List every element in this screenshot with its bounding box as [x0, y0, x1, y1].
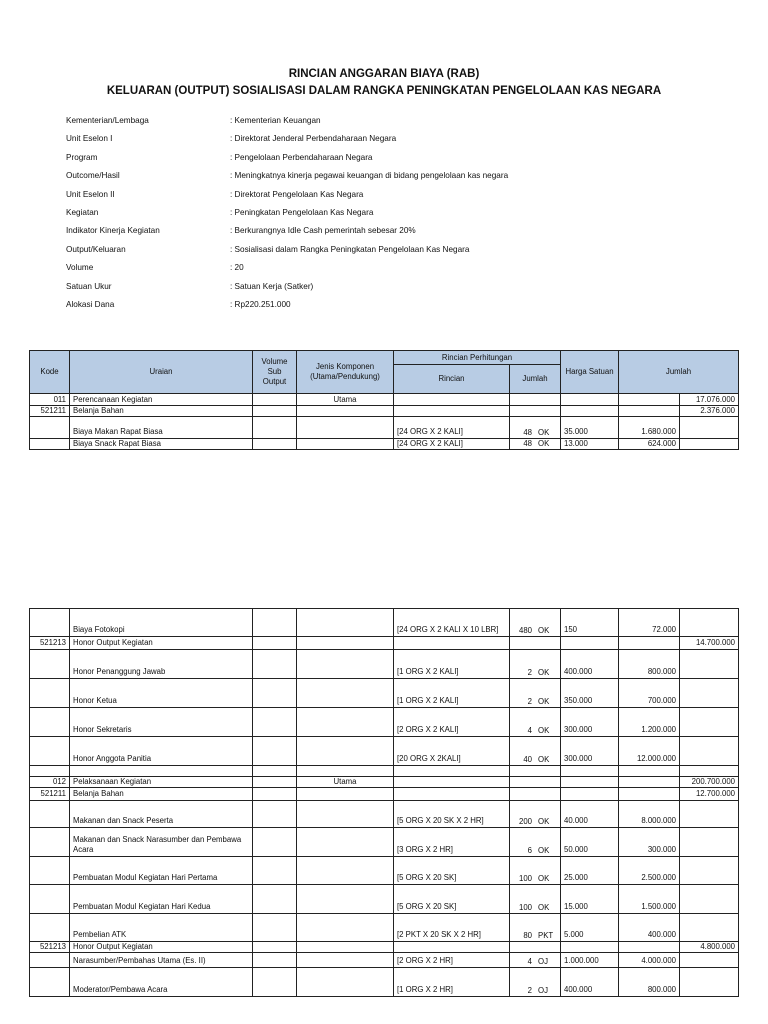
volume-cell	[253, 766, 297, 777]
unit-value: OJ	[538, 957, 548, 966]
unit-value: OK	[538, 726, 550, 735]
total-cell	[680, 650, 739, 679]
volume-cell	[253, 885, 297, 914]
jumlah-cell	[510, 788, 561, 801]
meta-label: Indikator Kinerja Kegiatan	[66, 226, 160, 236]
jumlah-cell	[510, 679, 561, 708]
harga-cell	[561, 766, 619, 777]
total-cell	[680, 766, 739, 777]
jenis-cell	[297, 737, 394, 766]
uraian-cell: Biaya Fotokopi	[70, 609, 253, 637]
meta-label: Output/Keluaran	[66, 244, 126, 254]
harga-cell: 5.000	[561, 914, 619, 942]
unit-value: OK	[538, 874, 550, 883]
rincian-cell	[394, 637, 510, 650]
kode-cell: 521211	[30, 788, 70, 801]
subtotal-cell: 700.000	[619, 679, 680, 708]
meta-label: Kementerian/Lembaga	[66, 116, 149, 125]
jumlah-cell	[510, 968, 561, 997]
quantity-value: 48	[523, 428, 532, 437]
total-cell: 12.700.000	[680, 788, 739, 801]
kode-cell: 521213	[30, 942, 70, 953]
harga-cell: 15.000	[561, 885, 619, 914]
subtotal-cell: 1.200.000	[619, 708, 680, 737]
meta-value: : Meningkatnya kinerja pegawai keuangan di bidang pengelolaan kas negara	[230, 171, 509, 181]
total-cell	[680, 801, 739, 828]
subtotal-cell: 2.500.000	[619, 857, 680, 885]
rincian-cell: [5 ORG X 20 SK]	[394, 857, 510, 885]
rincian-cell: [24 ORG X 2 KALI X 10 LBR]	[394, 609, 510, 637]
meta-value: : Sosialisasi dalam Rangka Peningkatan Pengelolaan Kas Negara	[230, 244, 470, 254]
volume-cell	[253, 857, 297, 885]
kode-cell	[30, 914, 70, 942]
volume-cell	[253, 777, 297, 788]
harga-cell: 300.000	[561, 737, 619, 766]
kode-cell	[30, 766, 70, 777]
jumlah-cell	[510, 828, 561, 857]
meta-label: Kegiatan	[66, 207, 99, 217]
header-uraian: Uraian	[70, 351, 253, 394]
volume-cell	[253, 914, 297, 942]
unit-value: OK	[538, 626, 550, 635]
volume-cell	[253, 708, 297, 737]
harga-cell	[561, 788, 619, 801]
harga-cell: 1.000.000	[561, 953, 619, 968]
jumlah-cell	[510, 857, 561, 885]
jumlah-cell	[510, 417, 561, 439]
harga-cell: 40.000	[561, 801, 619, 828]
rincian-cell	[394, 788, 510, 801]
table-row	[30, 679, 739, 708]
uraian-cell: Makanan dan Snack Narasumber dan Pembawa Acara	[70, 828, 253, 857]
unit-value: OK	[538, 817, 550, 826]
total-cell	[680, 953, 739, 968]
quantity-value: 4	[527, 957, 532, 966]
jenis-cell: Utama	[297, 394, 394, 406]
meta-label: Unit Eselon I	[66, 134, 113, 144]
meta-value: : Direktorat Pengelolaan Kas Negara	[230, 189, 364, 199]
kode-cell	[30, 801, 70, 828]
rincian-cell	[394, 777, 510, 788]
jenis-cell	[297, 885, 394, 914]
jumlah-cell	[510, 766, 561, 777]
unit-value: OK	[538, 903, 550, 912]
jumlah-cell	[510, 439, 561, 450]
jenis-cell	[297, 942, 394, 953]
jumlah-cell	[510, 609, 561, 637]
volume-cell	[253, 637, 297, 650]
table-row	[30, 801, 739, 828]
unit-value: OJ	[538, 986, 548, 995]
rincian-cell: [5 ORG X 20 SK X 2 HR]	[394, 801, 510, 828]
document-subtitle: KELUARAN (OUTPUT) SOSIALISASI DALAM RANGKA PENINGKATAN PENGELOLAAN KAS NEGARA	[106, 85, 662, 97]
jenis-cell	[297, 914, 394, 942]
table-row	[30, 788, 739, 801]
kode-cell	[30, 968, 70, 997]
subtotal-cell: 400.000	[619, 914, 680, 942]
kode-cell	[30, 439, 70, 450]
table-row	[30, 439, 739, 450]
harga-cell	[561, 777, 619, 788]
rincian-cell: [24 ORG X 2 KALI]	[394, 417, 510, 439]
subtotal-cell	[619, 766, 680, 777]
uraian-cell: Pembelian ATK	[70, 914, 253, 942]
jenis-cell	[297, 766, 394, 777]
quantity-value: 6	[527, 846, 532, 855]
subtotal-cell	[619, 788, 680, 801]
rincian-cell: [1 ORG X 2 HR]	[394, 968, 510, 997]
total-cell	[680, 417, 739, 439]
meta-label: Alokasi Dana	[66, 299, 115, 309]
jenis-cell	[297, 406, 394, 417]
uraian-cell: Honor Output Kegiatan	[70, 942, 253, 953]
quantity-value: 4	[527, 726, 532, 735]
jenis-cell	[297, 650, 394, 679]
subtotal-cell: 624.000	[619, 439, 680, 450]
volume-cell	[253, 968, 297, 997]
subtotal-cell	[619, 942, 680, 953]
kode-cell: 011	[30, 394, 70, 406]
harga-cell	[561, 406, 619, 417]
quantity-value: 2	[527, 697, 532, 706]
volume-cell	[253, 406, 297, 417]
table-row	[30, 394, 739, 406]
quantity-value: 2	[527, 986, 532, 995]
uraian-cell: Honor Penanggung Jawab	[70, 650, 253, 679]
jumlah-cell	[510, 885, 561, 914]
header-jumlah: Jumlah	[619, 351, 739, 394]
table-row	[30, 637, 739, 650]
quantity-value: 200	[518, 817, 532, 826]
jenis-cell	[297, 857, 394, 885]
header-harga-satuan: Harga Satuan	[561, 351, 619, 394]
quantity-value: 2	[527, 668, 532, 677]
table-row	[30, 942, 739, 953]
total-cell	[680, 885, 739, 914]
jenis-cell	[297, 679, 394, 708]
quantity-value: 48	[523, 439, 532, 448]
quantity-value: 40	[523, 755, 532, 764]
header-rincian-perhitungan: Rincian Perhitungan	[394, 351, 561, 365]
meta-value: : Rp220.251.000	[230, 299, 291, 309]
table-row	[30, 857, 739, 885]
jenis-cell	[297, 968, 394, 997]
jumlah-cell	[510, 650, 561, 679]
rincian-cell: [2 ORG X 2 KALI]	[394, 708, 510, 737]
total-cell	[680, 708, 739, 737]
table-row	[30, 708, 739, 737]
rincian-cell	[394, 766, 510, 777]
total-cell: 17.076.000	[680, 394, 739, 406]
jenis-cell	[297, 801, 394, 828]
subtotal-cell: 4.000.000	[619, 953, 680, 968]
total-cell	[680, 968, 739, 997]
kode-cell	[30, 953, 70, 968]
budget-table-top	[29, 350, 739, 450]
unit-value: OK	[538, 428, 550, 437]
jumlah-cell	[510, 637, 561, 650]
uraian-cell: Pelaksanaan Kegiatan	[70, 777, 253, 788]
uraian-cell: Honor Anggota Panitia	[70, 737, 253, 766]
jenis-cell	[297, 417, 394, 439]
harga-cell	[561, 637, 619, 650]
subtotal-cell	[619, 406, 680, 417]
meta-value: : Pengelolaan Perbendaharaan Negara	[230, 152, 373, 162]
budget-table-bottom	[29, 608, 739, 997]
volume-cell	[253, 801, 297, 828]
table-row	[30, 650, 739, 679]
rincian-cell: [1 ORG X 2 KALI]	[394, 650, 510, 679]
total-cell	[680, 439, 739, 450]
subtotal-cell	[619, 637, 680, 650]
jenis-cell: Utama	[297, 777, 394, 788]
subtotal-cell	[619, 777, 680, 788]
volume-cell	[253, 439, 297, 450]
table-row	[30, 609, 739, 637]
harga-cell: 25.000	[561, 857, 619, 885]
quantity-value: 480	[518, 626, 532, 635]
unit-value: OK	[538, 668, 550, 677]
quantity-value: 100	[518, 903, 532, 912]
table-body-top	[30, 394, 739, 450]
uraian-cell: Honor Sekretaris	[70, 708, 253, 737]
total-cell	[680, 679, 739, 708]
unit-value: OK	[538, 697, 550, 706]
uraian-cell: Biaya Makan Rapat Biasa	[70, 417, 253, 439]
harga-cell: 150	[561, 609, 619, 637]
rincian-cell: [3 ORG X 2 HR]	[394, 828, 510, 857]
unit-value: OK	[538, 755, 550, 764]
subtotal-cell: 1.500.000	[619, 885, 680, 914]
jumlah-cell	[510, 942, 561, 953]
kode-cell	[30, 650, 70, 679]
uraian-cell: Perencanaan Kegiatan	[70, 394, 253, 406]
kode-cell	[30, 609, 70, 637]
table-row	[30, 406, 739, 417]
jenis-cell	[297, 708, 394, 737]
kode-cell	[30, 737, 70, 766]
jumlah-cell	[510, 914, 561, 942]
harga-cell	[561, 942, 619, 953]
volume-cell	[253, 942, 297, 953]
volume-cell	[253, 679, 297, 708]
table-row	[30, 766, 739, 777]
meta-value: : Berkurangnya Idle Cash pemerintah sebesar 20%	[230, 226, 416, 236]
total-cell: 200.700.000	[680, 777, 739, 788]
rincian-cell: [2 PKT X 20 SK X 2 HR]	[394, 914, 510, 942]
jumlah-cell	[510, 953, 561, 968]
uraian-cell: Moderator/Pembawa Acara	[70, 968, 253, 997]
total-cell	[680, 828, 739, 857]
volume-cell	[253, 394, 297, 406]
table-row	[30, 737, 739, 766]
total-cell	[680, 609, 739, 637]
jumlah-cell	[510, 777, 561, 788]
subtotal-cell: 8.000.000	[619, 801, 680, 828]
volume-cell	[253, 788, 297, 801]
rincian-cell	[394, 942, 510, 953]
subtotal-cell: 800.000	[619, 650, 680, 679]
total-cell: 2.376.000	[680, 406, 739, 417]
meta-value: : Direktorat Jenderal Perbendaharaan Negara	[230, 134, 397, 144]
meta-label: Unit Eselon II	[66, 189, 115, 199]
meta-label: Outcome/Hasil	[66, 171, 120, 181]
table-row	[30, 953, 739, 968]
harga-cell: 13.000	[561, 439, 619, 450]
volume-cell	[253, 828, 297, 857]
table-row	[30, 914, 739, 942]
table-row	[30, 968, 739, 997]
kode-cell	[30, 417, 70, 439]
total-cell	[680, 857, 739, 885]
jumlah-cell	[510, 737, 561, 766]
uraian-cell: Honor Output Kegiatan	[70, 637, 253, 650]
meta-label: Volume	[66, 263, 94, 273]
jenis-cell	[297, 439, 394, 450]
meta-value: : 20	[230, 263, 244, 273]
kode-cell	[30, 885, 70, 914]
kode-cell: 521211	[30, 406, 70, 417]
subtotal-cell	[619, 394, 680, 406]
meta-value: : Satuan Kerja (Satker)	[230, 281, 314, 291]
meta-value: : Peningkatan Pengelolaan Kas Negara	[230, 207, 374, 217]
subtotal-cell: 300.000	[619, 828, 680, 857]
rincian-cell: [1 ORG X 2 KALI]	[394, 679, 510, 708]
rincian-cell: [24 ORG X 2 KALI]	[394, 439, 510, 450]
kode-cell	[30, 857, 70, 885]
uraian-cell: Pembuatan Modul Kegiatan Hari Kedua	[70, 885, 253, 914]
harga-cell: 35.000	[561, 417, 619, 439]
subtotal-cell: 72.000	[619, 609, 680, 637]
header-kode: Kode	[30, 351, 70, 394]
jenis-cell	[297, 609, 394, 637]
volume-cell	[253, 953, 297, 968]
jenis-cell	[297, 828, 394, 857]
jenis-cell	[297, 953, 394, 968]
volume-cell	[253, 609, 297, 637]
jenis-cell	[297, 788, 394, 801]
uraian-cell: Biaya Snack Rapat Biasa	[70, 439, 253, 450]
unit-value: OK	[538, 439, 550, 448]
jumlah-cell	[510, 406, 561, 417]
unit-value: OK	[538, 846, 550, 855]
kode-cell: 012	[30, 777, 70, 788]
table-row	[30, 417, 739, 439]
subtotal-cell: 1.680.000	[619, 417, 680, 439]
header-rincian: Rincian	[394, 365, 510, 394]
rincian-cell: [5 ORG X 20 SK]	[394, 885, 510, 914]
header-jumlah-sub: Jumlah	[510, 365, 561, 394]
header-jenis-komponen: Jenis Komponen (Utama/Pendukung)	[297, 351, 394, 394]
kode-cell: 521213	[30, 637, 70, 650]
quantity-value: 80	[523, 931, 532, 940]
harga-cell: 400.000	[561, 650, 619, 679]
quantity-value: 100	[518, 874, 532, 883]
harga-cell: 350.000	[561, 679, 619, 708]
subtotal-cell: 12.000.000	[619, 737, 680, 766]
harga-cell	[561, 394, 619, 406]
kode-cell	[30, 708, 70, 737]
uraian-cell: Narasumber/Pembahas Utama (Es. II)	[70, 953, 253, 968]
volume-cell	[253, 650, 297, 679]
subtotal-cell: 800.000	[619, 968, 680, 997]
harga-cell: 300.000	[561, 708, 619, 737]
uraian-cell: Pembuatan Modul Kegiatan Hari Pertama	[70, 857, 253, 885]
jumlah-cell	[510, 801, 561, 828]
table-body-bottom	[30, 609, 739, 997]
jumlah-cell	[510, 708, 561, 737]
volume-cell	[253, 737, 297, 766]
document-title: RINCIAN ANGGARAN BIAYA (RAB)	[288, 68, 480, 80]
meta-label: Program	[66, 152, 98, 162]
volume-cell	[253, 417, 297, 439]
table-row	[30, 777, 739, 788]
kode-cell	[30, 828, 70, 857]
total-cell	[680, 914, 739, 942]
meta-label: Satuan Ukur	[66, 281, 112, 291]
total-cell: 4.800.000	[680, 942, 739, 953]
total-cell	[680, 737, 739, 766]
rincian-cell: [2 ORG X 2 HR]	[394, 953, 510, 968]
jenis-cell	[297, 637, 394, 650]
meta-value: : Kementerian Keuangan	[230, 116, 321, 125]
uraian-cell: Belanja Bahan	[70, 788, 253, 801]
uraian-cell	[70, 766, 253, 777]
uraian-cell: Makanan dan Snack Peserta	[70, 801, 253, 828]
jumlah-cell	[510, 394, 561, 406]
total-cell: 14.700.000	[680, 637, 739, 650]
kode-cell	[30, 679, 70, 708]
uraian-cell: Honor Ketua	[70, 679, 253, 708]
harga-cell: 400.000	[561, 968, 619, 997]
rincian-cell	[394, 406, 510, 417]
rincian-cell: [20 ORG X 2KALI]	[394, 737, 510, 766]
table-row	[30, 828, 739, 857]
header-volume: Volume Sub Output	[253, 351, 297, 394]
harga-cell: 50.000	[561, 828, 619, 857]
rincian-cell	[394, 394, 510, 406]
unit-value: PKT	[538, 931, 554, 940]
table-row	[30, 885, 739, 914]
uraian-cell: Belanja Bahan	[70, 406, 253, 417]
